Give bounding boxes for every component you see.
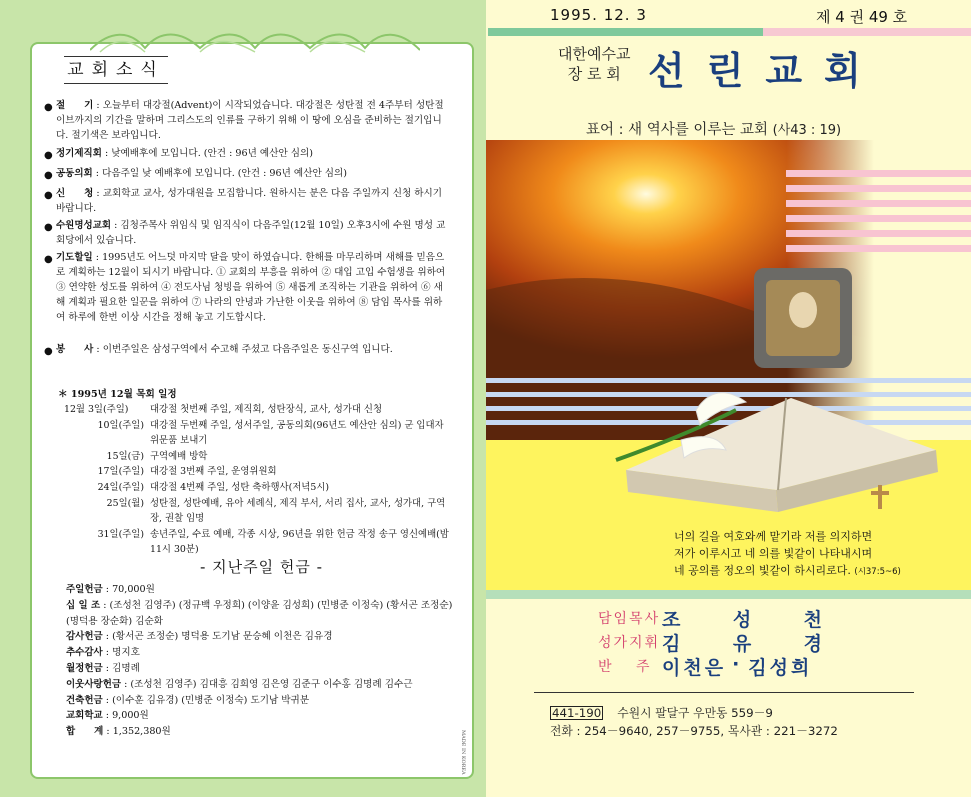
right-panel xyxy=(486,0,971,797)
schedule-row: 12월 3일(주일) 대강절 첫번째 주일, 제직회, 성탄장식, 교사, 성가대 신청 xyxy=(64,404,383,415)
church-name: 선린교회 xyxy=(648,49,883,93)
offering-row: 이웃사랑헌금 : (조성천 김영주) 김대흥 김희영 김은영 김준구 이수홍 김명례 김수근 xyxy=(66,678,413,690)
header-bar-green xyxy=(488,28,763,36)
cover-photo xyxy=(486,140,971,594)
schedule-row: 15일(금) 구역예배 방학 xyxy=(106,450,208,462)
denomination: 대한예수교 장 로 회 xyxy=(558,45,631,83)
scripture-verse: 너의 길을 여호와께 맡기라 저를 의지하면 저가 이루시고 네 의를 빛같이 나타내시며 네 공의를 정오의 빛같이 하시리로다. (시37:5~6) xyxy=(674,530,901,577)
bulletin-volume: 제 4 권 49 호 xyxy=(816,8,908,26)
news-item: ● 공동의회 : 다음주일 낮 예배후에 모입니다. (안건 : 96년 예산안 심의) xyxy=(44,168,348,181)
divider-bar xyxy=(486,590,971,599)
news-item: ● 수원명성교회 : 김청주목사 위임식 및 임직식이 다음주일(12월 10일) 오후3시에 수원 명성 교회당에서 있습니다. xyxy=(44,220,446,246)
picture-frame xyxy=(754,268,852,368)
offering-row: 감사헌금 : (황서곤 조정순) 명덕용 도기남 문승혜 이천은 김유경 xyxy=(66,631,333,643)
offering-row: 건축헌금 : (이수훈 김유경) (민병준 이정숙) 도기남 박귀분 xyxy=(66,694,310,706)
offering-row: 합 계 : 1,352,380원 xyxy=(66,726,171,738)
header-bar-pink xyxy=(763,28,971,36)
offering-row: 추수감사 : 명지호 xyxy=(66,647,140,659)
offering-row: 월정헌금 : 김명례 xyxy=(66,662,140,674)
staff-row: 담임목사 조 성 천 xyxy=(598,608,822,631)
news-item: ● 기도할일 : 1995년도 어느덧 마지막 달을 맞이 하였습니다. 한해를 마무리하며 새해를 믿음으로 계획하는 12월이 되시기 바랍니다. ① 교회의 부흥을 위하여 ② 대입 고입 수험생을 위하여 ③ 연약한 성도를 위하여 ④ 전도사님 청빙을 위하여 ⑤ 새롭게 조직하는 기관을 위하여 ⑥ 새해 계획과 필요한 일꾼을 위하여 ⑦ 나라의 안녕과 가난한 이웃을 위하여 ⑧ 담임 목사를 위하여 하루에 한번 이상 시간을 정해 놓고 기도합시다. xyxy=(44,252,446,323)
staff-row: 반 주 이천은 · 김성희 xyxy=(598,652,813,679)
offering-title: - 지난주일 헌금 - xyxy=(200,558,324,576)
bulletin-date: 1995. 12. 3 xyxy=(550,6,647,24)
phone: 전화 : 254－9640, 257－9755, 목사관 : 221－3272 xyxy=(550,724,838,738)
staff-row: 성가지휘 김 유 경 xyxy=(598,632,822,655)
address-block xyxy=(550,704,838,740)
schedule-row: 24일(주일) 대강절 4번째 주일, 성탄 축하행사(저녁5시) xyxy=(97,481,330,493)
schedule-row: 17일(주일) 대강절 3번째 주일, 운영위원회 xyxy=(97,466,277,478)
staff-list xyxy=(598,606,822,678)
schedule-row: 10일(주일) 대강절 두번째 주일, 성서주일, 공동의회(96년도 예산안 심의) 군 입대자 위문품 보내기 xyxy=(97,419,444,447)
news-title: 교회소식 xyxy=(64,56,168,84)
motto: 표어 : 새 역사를 이루는 교회 (사43 : 19) xyxy=(586,122,842,138)
news-item: ● 봉 사 : 이번주일은 삼성구역에서 수고해 주셨고 다음주일은 동신구역 입니다. xyxy=(44,344,393,357)
offering-list xyxy=(66,582,456,740)
address: 수원시 팔달구 우만동 559－9 xyxy=(617,706,773,720)
address-rule xyxy=(534,692,914,693)
zip-code: 441-190 xyxy=(552,706,602,720)
print-mark: MADE IN KOREA xyxy=(460,730,466,775)
schedule-row: 31일(주일) 송년주일, 수료 예배, 각종 시상, 96년을 위한 헌금 작정 송구 영신예배(밤11시 30분) xyxy=(97,528,449,556)
schedule-list xyxy=(64,402,454,558)
news-item: ● 신 청 : 교회학교 교사, 성가대원을 모집합니다. 원하시는 분은 다음 주일까지 신청 하시기 바랍니다. xyxy=(44,188,443,214)
news-item: ● 절 기 : 오늘부터 대강절(Advent)이 시작되었습니다. 대강절은 성탄절 전 4주부터 성탄절 이브까지의 기간을 말하며 그리스도의 인류를 구하기 위해 이 땅에 오심을 준비하는 절기입니다. 절기색은 보라입니다. xyxy=(44,100,444,141)
offering-row: 주일헌금 : 70,000원 xyxy=(66,584,155,595)
offering-row: 교회학교 : 9,000원 xyxy=(66,710,149,722)
schedule-title: ＊ 1995년 12월 목회 일정 xyxy=(58,389,177,400)
schedule-row: 25일(월) 성탄절, 성탄예배, 유아 세례식, 제직 부서, 서리 집사, 교사, 성가대, 구역장, 권찰 임명 xyxy=(106,497,446,525)
news-item: ● 정기제직회 : 낮예배후에 모입니다. (안건 : 96년 예산안 심의) xyxy=(44,148,314,161)
offering-row: 십 일 조 : (조성천 김영주) (정규백 우정희) (이양윤 김성희) (민병준 이정숙) (황서곤 조정순) (명덕용 장순화) 김순화 xyxy=(66,599,453,627)
